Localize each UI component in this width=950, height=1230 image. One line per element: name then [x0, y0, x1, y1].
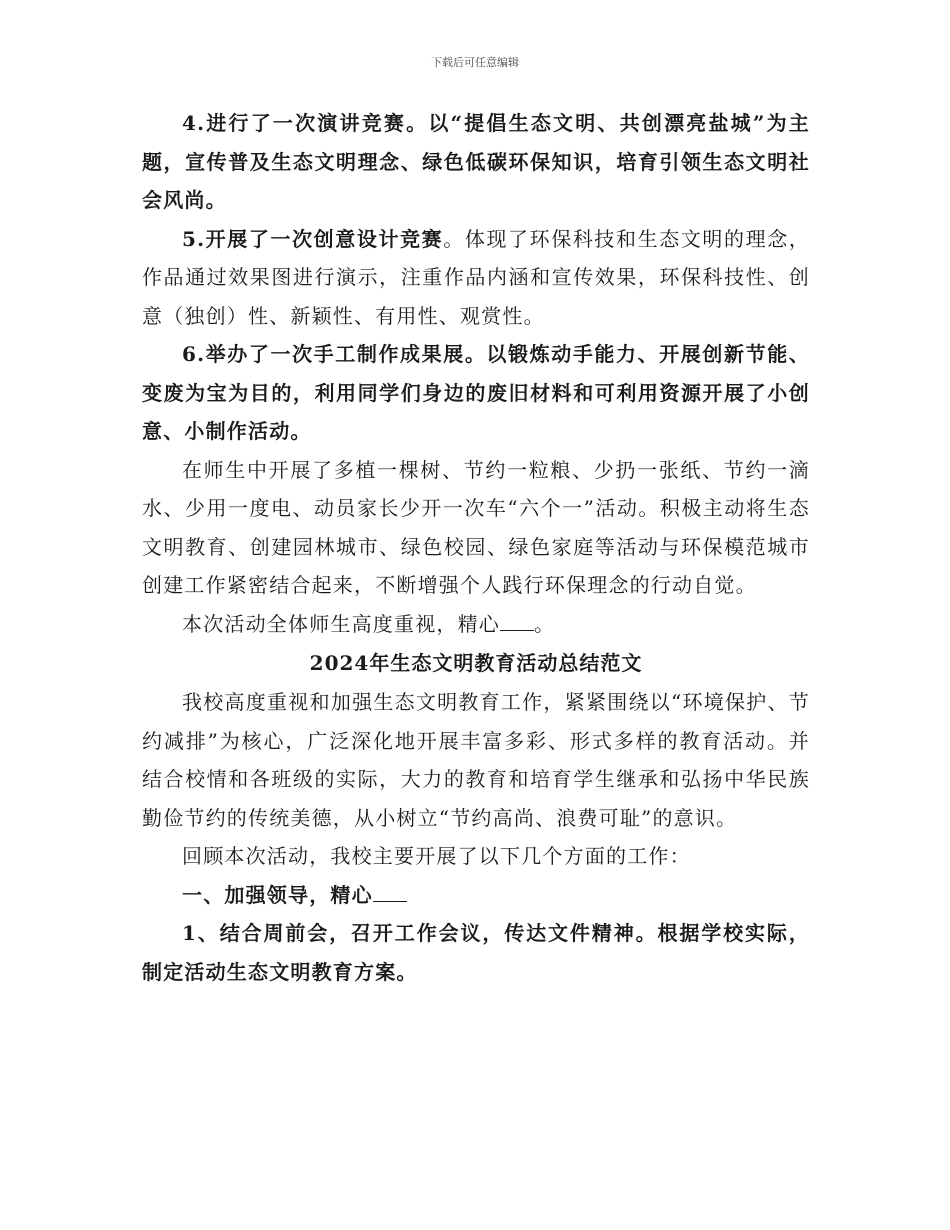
paragraph-intro: 我校高度重视和加强生态文明教育工作，紧紧围绕以“环境保护、节约减排”为核心，广泛深化地开展丰富多彩、形式多样的教育活动。并结合校情和各班级的实际，大力的教育和培育学生继承和弘扬中华民族勤俭节约的传统美德，从小树立“节约高尚、浪费可耻”的意识。	[142, 690, 810, 830]
page-header-note: 下载后可任意编辑	[431, 56, 519, 69]
paragraph-design-contest	[142, 220, 810, 336]
paragraph-handcraft-exhibition: 6.举办了一次手工制作成果展。以锻炼动手能力、开展创新节能、变废为宝为目的，利用同学们身边的废旧材料和可利用资源开展了小创意、小制作活动。	[142, 342, 810, 443]
paragraph-speech-contest: 4.进行了一次演讲竞赛。以“提倡生态文明、共创漂亮盐城”为主题，宣传普及生态文明理念、绿色低碳环保知识，培育引领生态文明社会风尚。	[142, 111, 810, 212]
blank-underline-2	[373, 883, 407, 902]
leadership-heading-text: 一、加强领导，精心	[182, 882, 373, 907]
paragraph-weekly-meeting: 1、结合周前会，召开工作会议，传达文件精神。根据学校实际，制定活动生态文明教育方案。	[142, 921, 810, 984]
attention-text: 本次活动全体师生高度重视，精心	[182, 611, 500, 636]
design-contest-text: 。体现了环保科技和生态文明的理念，作品通过效果图进行演示，注重作品内涵和宣传效果，环保科技性、创意（独创）性、新颖性、有用性、观赏性。	[142, 226, 810, 328]
paragraph-review: 回顾本次活动，我校主要开展了以下几个方面的工作：	[182, 844, 691, 868]
design-contest-heading: 5.开展了一次创意设计竞赛	[182, 226, 444, 251]
paragraph-leadership-heading	[142, 876, 810, 915]
document-body	[142, 104, 810, 991]
section-title: 2024年生态文明教育活动总结范文	[309, 651, 643, 675]
blank-underline	[500, 612, 534, 631]
paragraph-attention	[142, 605, 810, 644]
paragraph-six-ones-activity: 在师生中开展了多植一棵树、节约一粒粮、少扔一张纸、节约一滴水、少用一度电、动员家长少开一次车“六个一”活动。积极主动将生态文明教育、创建园林城市、绿色校园、绿色家庭等活动与环保模范城市创建工作紧密结合起来，不断增强个人践行环保理念的行动自觉。	[142, 457, 810, 597]
attention-end: 。	[534, 611, 556, 636]
